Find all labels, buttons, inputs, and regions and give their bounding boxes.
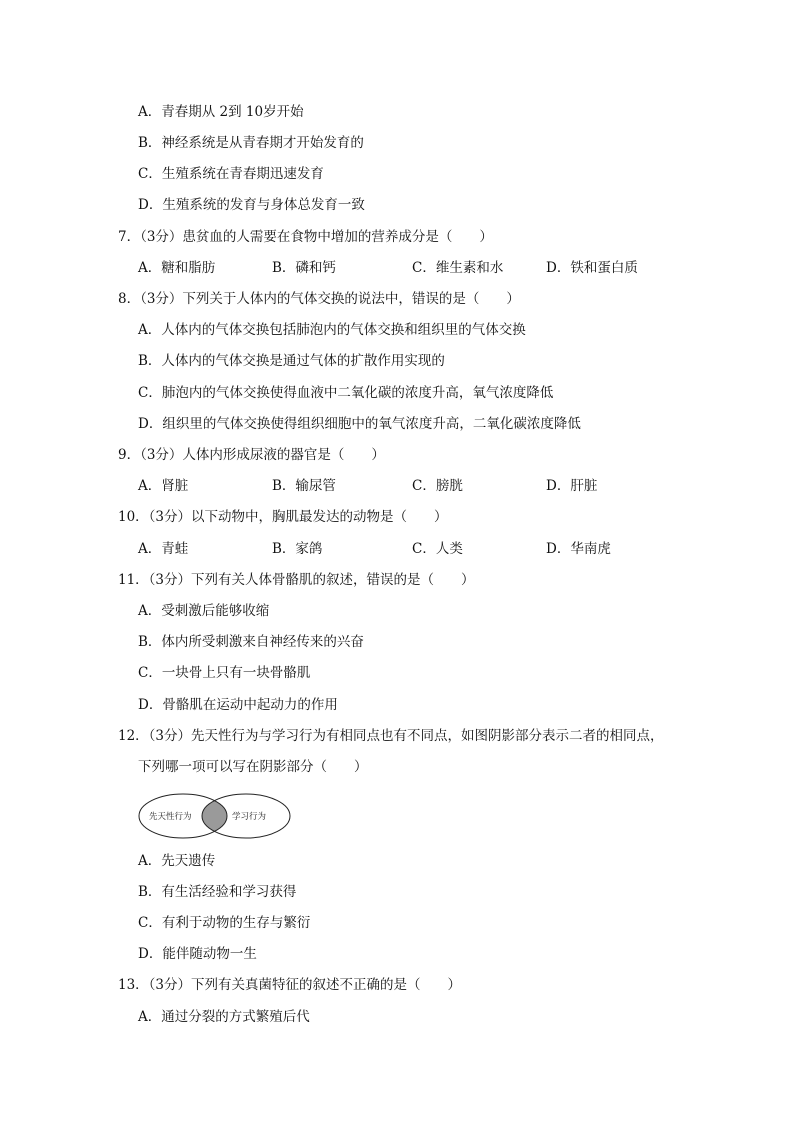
q10-option-c: C．人类 — [412, 541, 463, 557]
q11-option-a: A．受刺激后能够收缩 — [138, 603, 270, 619]
q6-option-b: B．神经系统是从青春期才开始发育的 — [138, 135, 364, 151]
q12-option-d: D．能伴随动物一生 — [138, 946, 257, 962]
q8-stem: 8．（3分）下列关于人体内的气体交换的说法中，错误的是（ ） — [118, 291, 520, 307]
q11-stem: 11．（3分）下列有关人体骨骼肌的叙述，错误的是（ ） — [118, 572, 475, 588]
q8-option-b: B．人体内的气体交换是通过气体的扩散作用实现的 — [138, 353, 445, 369]
q8-option-a: A．人体内的气体交换包括肺泡内的气体交换和组织里的气体交换 — [138, 322, 526, 338]
q7-option-d: D．铁和蛋白质 — [546, 260, 638, 276]
q12-option-c: C．有利于动物的生存与繁衍 — [138, 915, 311, 931]
q10-stem: 10．（3分）以下动物中，胸肌最发达的动物是（ ） — [118, 509, 448, 525]
q13-stem: 13．（3分）下列有关真菌特征的叙述不正确的是（ ） — [118, 977, 462, 993]
q11-option-d: D．骨骼肌在运动中起动力的作用 — [138, 697, 338, 713]
q8-option-d: D．组织里的气体交换使得组织细胞中的氧气浓度升高，二氧化碳浓度降低 — [138, 416, 581, 432]
q10-option-d: D．华南虎 — [546, 541, 611, 557]
q11-option-b: B．体内所受刺激来自神经传来的兴奋 — [138, 634, 364, 650]
q6-option-a: A．青春期从 2到 10岁开始 — [138, 104, 304, 120]
q7-option-c: C．维生素和水 — [412, 260, 504, 276]
q13-option-a: A．通过分裂的方式繁殖后代 — [138, 1009, 310, 1025]
q12-stem-line2: 下列哪一项可以写在阴影部分（ ） — [138, 759, 368, 775]
q11-option-c: C．一块骨上只有一块骨骼肌 — [138, 665, 311, 681]
q9-stem: 9．（3分）人体内形成尿液的器官是（ ） — [118, 447, 385, 463]
q7-option-b: B．磷和钙 — [272, 260, 336, 276]
venn-right-label: 学习行为 — [232, 812, 267, 822]
q9-option-d: D．肝脏 — [546, 478, 598, 494]
q6-option-d: D．生殖系统的发育与身体总发育一致 — [138, 197, 365, 213]
q9-option-a: A．肾脏 — [138, 478, 189, 494]
q7-option-a: A．糖和脂肪 — [138, 260, 216, 276]
q12-stem-line1: 12．（3分）先天性行为与学习行为有相同点也有不同点，如图阴影部分表示二者的相同点， — [118, 728, 664, 744]
q9-option-c: C．膀胱 — [412, 478, 463, 494]
venn-left-label: 先天性行为 — [149, 812, 192, 822]
q9-option-b: B．输尿管 — [272, 478, 336, 494]
q10-option-a: A．青蛙 — [138, 541, 189, 557]
q10-option-b: B．家鸽 — [272, 541, 323, 557]
q12-option-a: A．先天遗传 — [138, 853, 216, 869]
q12-option-b: B．有生活经验和学习获得 — [138, 884, 297, 900]
venn-diagram — [137, 791, 292, 841]
q6-option-c: C．生殖系统在青春期迅速发育 — [138, 166, 324, 182]
q7-stem: 7．（3分）患贫血的人需要在食物中增加的营养成分是（ ） — [118, 229, 493, 245]
q8-option-c: C．肺泡内的气体交换使得血液中二氧化碳的浓度升高，氧气浓度降低 — [138, 385, 554, 401]
